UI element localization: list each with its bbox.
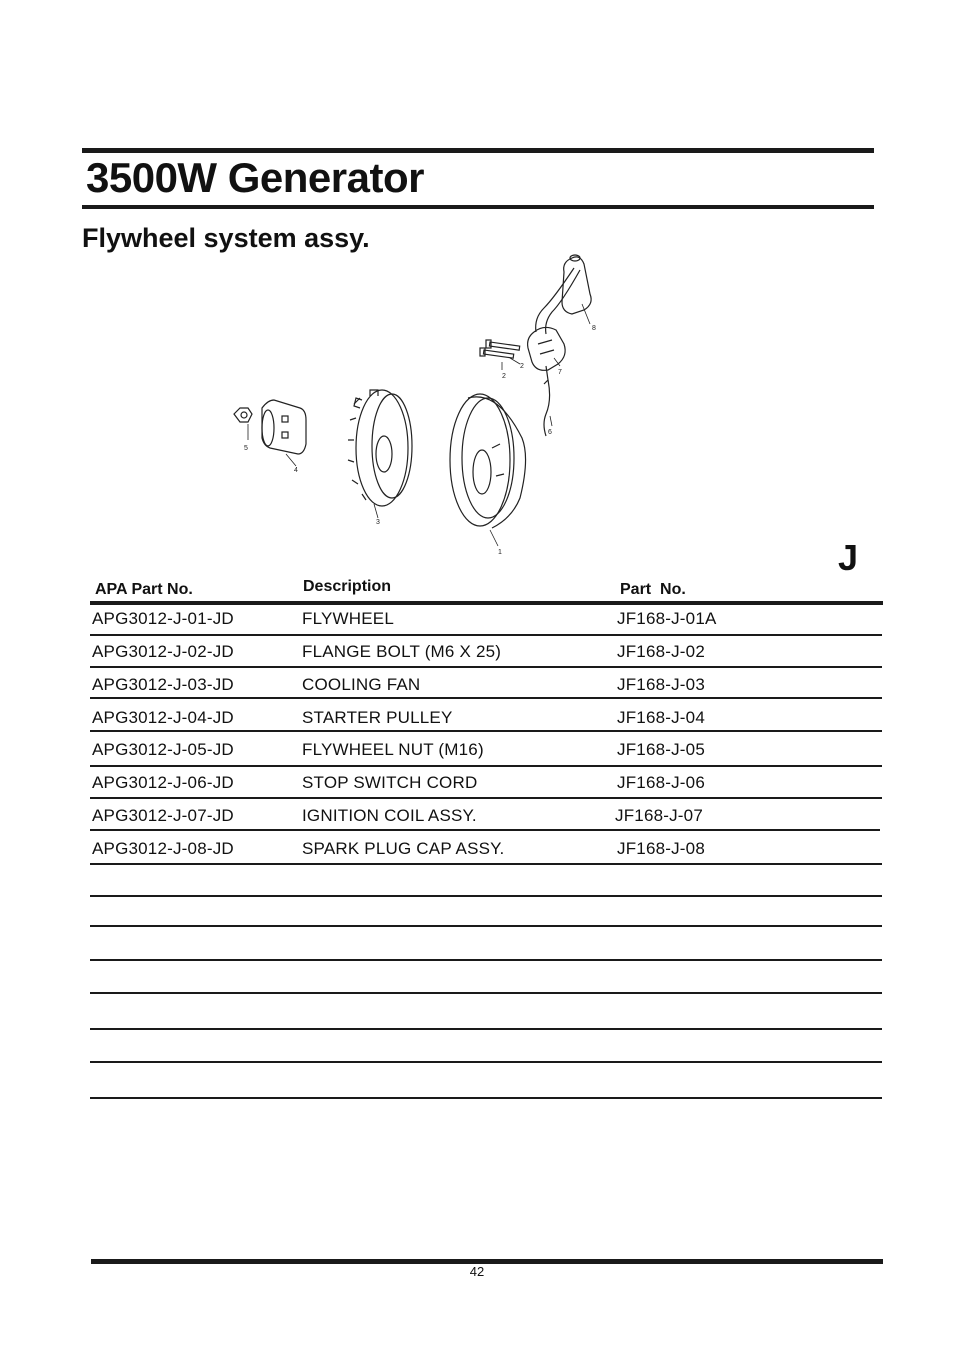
row-divider [90,797,882,799]
row-divider [90,730,882,732]
page-title: 3500W Generator [86,154,424,201]
apa-part-no: APG3012-J-07-JD [92,806,234,825]
empty-row-divider [90,1061,882,1063]
description: STOP SWITCH CORD [302,773,478,792]
empty-row-divider [90,992,882,994]
apa-part-no: APG3012-J-03-JD [92,675,234,694]
part-no: JF168-J-04 [617,708,705,727]
empty-row-divider [90,959,882,961]
description: FLYWHEEL [302,609,394,628]
spark-plug-cap-part [536,255,591,334]
table-row [90,833,882,865]
starter-pulley-part [262,400,306,454]
flywheel-nut-part [234,408,252,422]
row-divider [90,697,882,699]
description: FLANGE BOLT (M6 X 25) [302,642,502,661]
callout-5: 5 [244,445,248,452]
apa-part-no: APG3012-J-08-JD [92,839,234,858]
cooling-fan-part [348,390,412,506]
flange-bolt-part [480,340,520,358]
title-bottom-rule [82,205,874,209]
apa-part-no: APG3012-J-01-JD [92,609,234,628]
part-no: JF168-J-08 [617,839,705,858]
description: COOLING FAN [302,675,421,694]
description: STARTER PULLEY [302,708,453,727]
empty-row-divider [90,925,882,927]
table-row [90,636,882,668]
apa-part-no: APG3012-J-05-JD [92,740,234,759]
callout-7: 7 [558,369,562,376]
part-no: JF168-J-01A [617,609,717,628]
description: SPARK PLUG CAP ASSY. [302,839,505,858]
table-row [90,734,882,766]
apa-part-no: APG3012-J-06-JD [92,773,234,792]
row-divider [90,863,882,865]
part-no: JF168-J-06 [617,773,705,792]
callout-6: 6 [548,429,552,436]
callout-leaders [248,304,590,546]
row-divider [90,666,882,668]
description: FLYWHEEL NUT (M16) [302,740,484,759]
page-number: 42 [469,1264,485,1279]
callout-2b: 2 [502,373,506,380]
callout-2a: 2 [520,363,524,370]
callout-3: 3 [376,519,380,526]
section-subtitle: Flywheel system assy. [82,223,370,253]
part-no: JF168-J-07 [615,806,703,825]
empty-row-divider [90,895,882,897]
apa-part-no: APG3012-J-04-JD [92,708,234,727]
col-header-part-no: Part No. [620,581,686,598]
part-no: JF168-J-03 [617,675,705,694]
empty-row-divider [90,1028,882,1030]
table-row [90,800,882,832]
table-row [90,603,882,635]
callout-1: 1 [498,549,502,556]
stop-switch-cord-part [544,380,550,436]
part-no: JF168-J-05 [617,740,705,759]
col-header-apa: APA Part No. [95,581,193,598]
section-letter: J [838,537,859,578]
empty-row-divider [90,1097,882,1099]
col-header-description: Description [303,578,392,595]
table-row [90,767,882,799]
part-no: JF168-J-02 [617,642,705,661]
callout-4: 4 [294,467,298,474]
callout-8: 8 [592,325,596,332]
row-divider [90,829,880,831]
exploded-parts-diagram [220,248,620,564]
flywheel-part [450,394,526,528]
description: IGNITION COIL ASSY. [302,806,477,825]
apa-part-no: APG3012-J-02-JD [92,642,234,661]
